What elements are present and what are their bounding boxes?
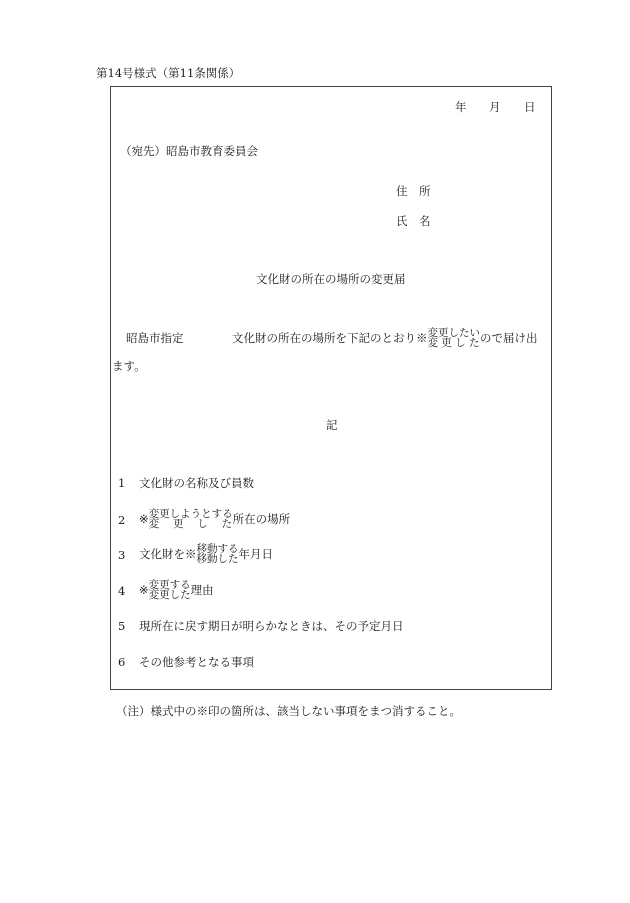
body-options bbox=[428, 328, 481, 348]
document-title: 文化財の所在の場所の変更届 bbox=[256, 272, 406, 286]
item-3-option-b: 移動した bbox=[196, 553, 239, 565]
item-3-suffix: 年月日 bbox=[238, 547, 273, 561]
item-3-options bbox=[197, 544, 239, 564]
item-1-text: 文化財の名称及び員数 bbox=[139, 476, 254, 490]
body-wrap: ます。 bbox=[112, 359, 146, 373]
item-3-prefix: 文化財を※ bbox=[139, 547, 197, 561]
item-4-options bbox=[149, 580, 191, 600]
date-day: 日 bbox=[524, 100, 536, 114]
body-sentence bbox=[232, 325, 538, 351]
item-5-text: 現所在に戻す期日が明らかなときは、その予定月日 bbox=[139, 619, 404, 633]
item-5-number: 5 bbox=[118, 619, 126, 633]
item-2-options bbox=[149, 509, 233, 529]
item-3-line bbox=[139, 541, 273, 567]
item-2-option-b: 変 更 し た bbox=[148, 518, 233, 530]
date-month: 月 bbox=[489, 100, 501, 114]
item-4-suffix: 理由 bbox=[190, 583, 214, 597]
item-4-prefix: ※ bbox=[139, 583, 149, 597]
item-3-number: 3 bbox=[118, 548, 126, 562]
date-year: 年 bbox=[455, 100, 467, 114]
item-2-prefix: ※ bbox=[139, 512, 149, 526]
item-6-text: その他参考となる事項 bbox=[139, 655, 254, 669]
item-4-option-a: 変更する bbox=[148, 579, 191, 591]
item-2-suffix: 所在の場所 bbox=[232, 512, 291, 526]
item-3-option-a: 移動する bbox=[196, 543, 239, 555]
body-option-a: 変更したい bbox=[427, 327, 480, 339]
item-2-option-a: 変更しようとする bbox=[148, 508, 233, 520]
ki-heading: 記 bbox=[326, 418, 338, 432]
item-4-line bbox=[139, 577, 214, 603]
body-text: 文化財の所在の場所を下記のとおり※ bbox=[232, 331, 428, 345]
name-label: 氏 名 bbox=[396, 214, 431, 228]
item-1-number: 1 bbox=[118, 476, 126, 490]
body-after: ので届け出 bbox=[480, 331, 538, 345]
address-label: 住 所 bbox=[396, 184, 431, 198]
item-2-number: 2 bbox=[118, 513, 126, 527]
item-4-number: 4 bbox=[118, 584, 126, 598]
body-option-b: 変 更 し た bbox=[427, 337, 480, 349]
body-designation: 昭島市指定 bbox=[126, 331, 184, 345]
item-2-line bbox=[139, 506, 290, 532]
item-6-number: 6 bbox=[118, 655, 126, 669]
footnote: （注）様式中の※印の箇所は、該当しない事項をまつ消すること。 bbox=[116, 704, 461, 718]
item-4-option-b: 変更した bbox=[148, 589, 191, 601]
form-number: 第14号様式（第11条関係） bbox=[96, 66, 241, 80]
addressee: （宛先）昭島市教育委員会 bbox=[120, 144, 258, 158]
